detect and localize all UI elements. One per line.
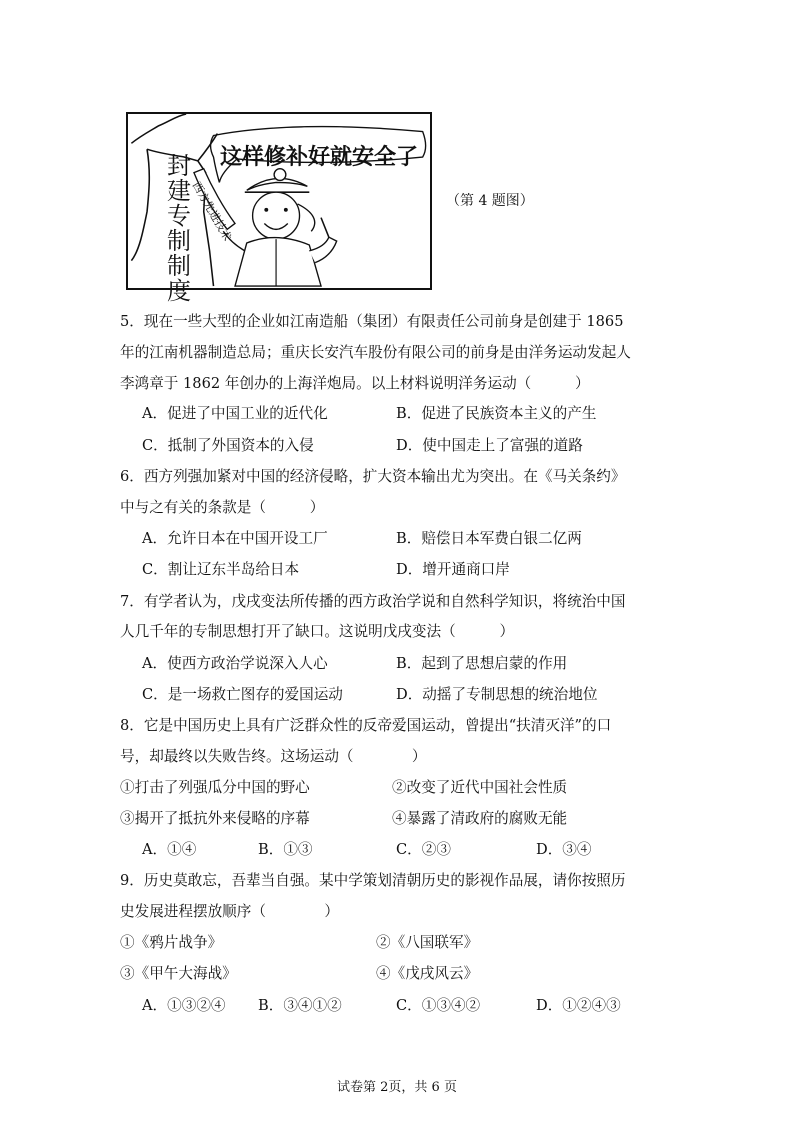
q5-line-2: 年的江南机器制造总局；重庆长安汽车股份有限公司的前身是由洋务运动发起人 [120, 344, 631, 361]
q5-line-3: 李鸿章于 1862 年创办的上海洋炮局。以上材料说明洋务运动（ ） [120, 375, 590, 392]
q8-option-c: C．②③ [396, 841, 451, 858]
page-footer: 试卷第 2页，共 6 页 [337, 1080, 457, 1095]
q5-option-a: A．促进了中国工业的近代化 [142, 405, 328, 422]
q9-item-1: ①《鸦片战争》 [120, 934, 223, 951]
q6-line-1: 6．西方列强加紧对中国的经济侵略，扩大资本输出尤为突出。在《马关条约》 [120, 468, 626, 485]
q9-option-d: D．①②④③ [536, 997, 621, 1014]
q9-line-1: 9．历史莫敢忘，吾辈当自强。某中学策划清朝历史的影视作品展，请你按照历 [120, 872, 626, 889]
q8-line-2: 号，却最终以失败告终。这场运动（ ） [120, 748, 427, 765]
q8-item-3: ③揭开了抵抗外来侵略的序幕 [120, 810, 310, 827]
q7-option-b: B．起到了思想启蒙的作用 [396, 655, 568, 672]
q5-option-c: C．抵制了外国资本的入侵 [142, 437, 314, 454]
q5-option-d: D．使中国走上了富强的道路 [396, 437, 583, 454]
q9-line-2: 史发展进程摆放顺序（ ） [120, 903, 339, 920]
q7-line-1: 7．有学者认为，戊戌变法所传播的西方政治学说和自然科学知识，将统治中国 [120, 593, 626, 610]
q6-option-a: A．允许日本在中国开设工厂 [142, 530, 328, 547]
q5-option-b: B．促进了民族资本主义的产生 [396, 405, 597, 422]
q6-option-c: C．割让辽东半岛给日本 [142, 561, 300, 578]
q9-item-2: ②《八国联军》 [376, 934, 479, 951]
wall-label: 封建专制制度 [167, 152, 191, 305]
speech-bubble-text: 这样修补好就安全了 [220, 145, 419, 170]
patch-label: 西方先进技术 [189, 179, 234, 244]
q8-option-d: D．③④ [536, 841, 592, 858]
q9-option-a: A．①③②④ [142, 997, 226, 1014]
q8-option-a: A．①④ [142, 841, 197, 858]
q8-line-1: 8．它是中国历史上具有广泛群众性的反帝爱国运动，曾提出“扶清灭洋”的口 [120, 717, 612, 734]
q7-line-2: 人几千年的专制思想打开了缺口。这说明戊戌变法（ ） [120, 623, 515, 640]
figure-caption: （第 4 题图） [446, 193, 534, 209]
q8-item-4: ④暴露了清政府的腐败无能 [392, 810, 568, 827]
q8-item-1: ①打击了列强瓜分中国的野心 [120, 779, 310, 796]
q9-item-4: ④《戊戌风云》 [376, 965, 479, 982]
q8-option-b: B．①③ [258, 841, 313, 858]
q8-item-2: ②改变了近代中国社会性质 [392, 779, 568, 796]
q6-line-2: 中与之有关的条款是（ ） [120, 499, 325, 516]
q9-item-3: ③《甲午大海战》 [120, 965, 237, 982]
q9-option-c: C．①③④② [396, 997, 481, 1014]
q6-option-b: B．赔偿日本军费白银二亿两 [396, 530, 582, 547]
q6-option-d: D．增开通商口岸 [396, 561, 510, 578]
q7-option-d: D．动摇了专制思想的统治地位 [396, 686, 598, 703]
question-4-cartoon [126, 112, 432, 305]
q7-option-c: C．是一场救亡图存的爱国运动 [142, 686, 343, 703]
q7-option-a: A．使西方政治学说深入人心 [142, 655, 328, 672]
q5-line-1: 5．现在一些大型的企业如江南造船（集团）有限责任公司前身是创建于 1865 [120, 313, 624, 330]
q9-option-b: B．③④①② [258, 997, 342, 1014]
